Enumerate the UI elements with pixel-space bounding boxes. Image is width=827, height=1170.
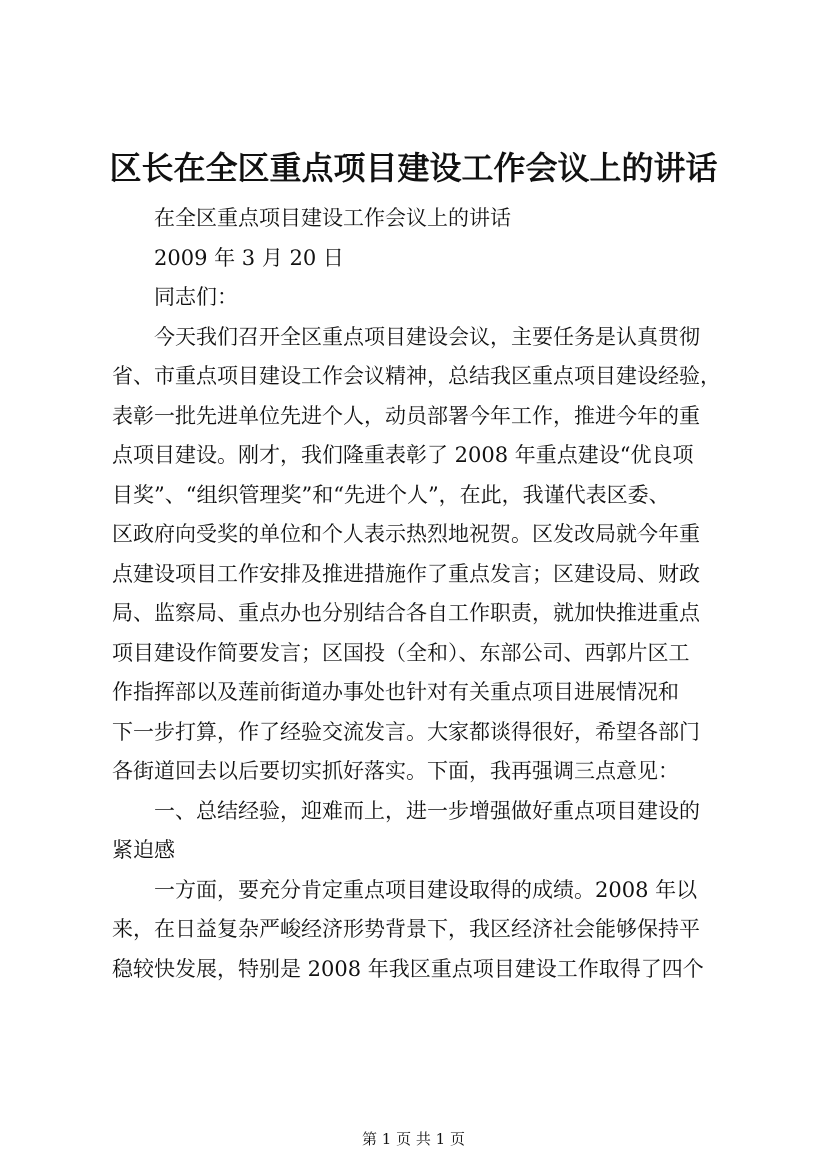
text-line: 2009 年 3 月 20 日 xyxy=(154,245,344,270)
text-line: 点项目建设。刚才，我们隆重表彰了 2008 年重点建设“优良项 xyxy=(112,443,694,467)
text-line: 一、总结经验，迎难而上，进一步增强做好重点项目建设的 xyxy=(154,798,700,823)
text-line: 下一步打算，作了经验交流发言。大家都谈得很好，希望各部门 xyxy=(112,719,700,744)
text-line: 省、市重点项目建设工作会议精神，总结我区重点项目建设经验， xyxy=(112,364,721,388)
text-line: 稳较快发展，特别是 2008 年我区重点项目建设工作取得了四个 xyxy=(112,956,704,981)
page-footer: 第 1 页 共 1 页 xyxy=(362,1130,465,1148)
text-line: 项目建设作简要发言；区国投（全和）、东部公司、西郭片区工 xyxy=(112,640,690,665)
text-line: 表彰一批先进单位先进个人，动员部署今年工作，推进今年的重 xyxy=(112,403,700,428)
text-line: 今天我们召开全区重点项目建设会议，主要任务是认真贯彻 xyxy=(154,324,700,349)
text-line: 目奖”、“组织管理奖”和“先进个人”，在此，我谨代表区委、 xyxy=(112,482,670,507)
text-line: 局、监察局、重点办也分别结合各自工作职责，就加快推进重点 xyxy=(112,601,700,625)
text-line: 同志们： xyxy=(154,285,238,309)
text-line: 点建设项目工作安排及推进措施作了重点发言；区建设局、财政 xyxy=(112,561,700,586)
text-line: 作指挥部以及莲前街道办事处也针对有关重点项目进展情况和 xyxy=(112,680,679,704)
document-body xyxy=(112,199,728,989)
text-line: 紧迫感 xyxy=(112,838,175,862)
text-line: 各街道回去以后要切实抓好落实。下面，我再强调三点意见： xyxy=(112,759,679,783)
text-line: 在全区重点项目建设工作会议上的讲话 xyxy=(154,206,511,230)
text-line: 来，在日益复杂严峻经济形势背景下，我区经济社会能够保持平 xyxy=(112,917,700,941)
text-line: 区政府向受奖的单位和个人表示热烈地祝贺。区发改局就今年重 xyxy=(112,522,700,546)
text-line: 一方面，要充分肯定重点项目建设取得的成绩。2008 年以 xyxy=(154,877,698,902)
document-title: 区长在全区重点项目建设工作会议上的讲话 xyxy=(109,149,718,187)
